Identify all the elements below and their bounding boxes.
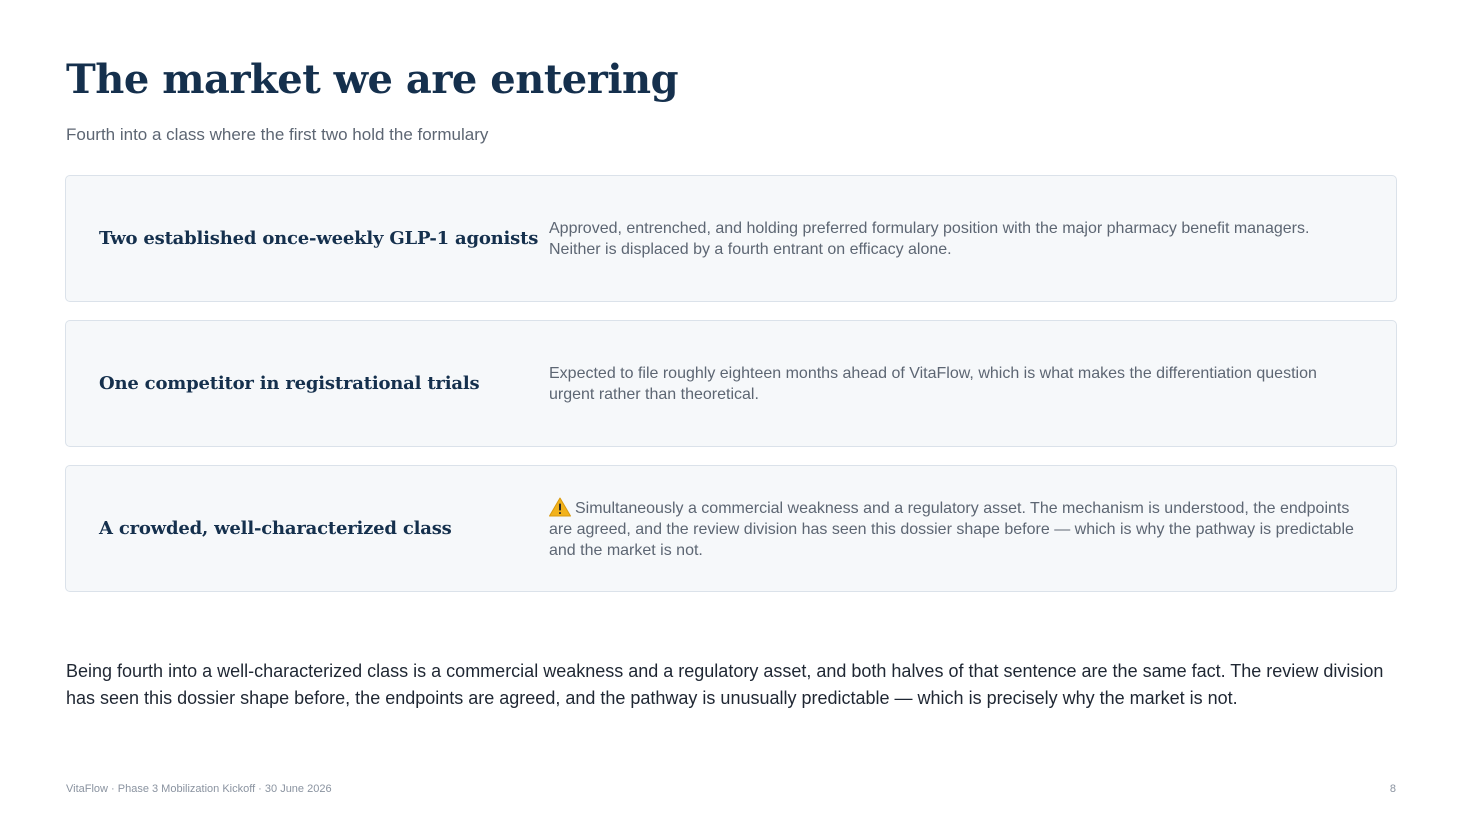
card-established-agonists bbox=[65, 175, 1397, 302]
market-cards bbox=[65, 175, 1397, 610]
footer-text: VitaFlow · Phase 3 Mobilization Kickoff · 30 June 2026 bbox=[66, 783, 332, 795]
card-heading: Two established once-weekly GLP-1 agonists bbox=[99, 228, 539, 249]
card-body: Approved, entrenched, and holding preferred formulary position with the major pharmacy benefit managers. Neither is displaced by a fourth entrant on efficacy alone. bbox=[549, 219, 1310, 258]
page-number: 8 bbox=[1389, 783, 1396, 795]
card-body bbox=[549, 497, 1356, 561]
warning-icon bbox=[549, 497, 571, 516]
card-body: Expected to file roughly eighteen months ahead of VitaFlow, which is what makes the differentiation question urgent rather than theoretical. bbox=[549, 364, 1317, 403]
card-crowded-class bbox=[65, 465, 1397, 592]
card-registrational-competitor bbox=[65, 320, 1397, 447]
card-heading: One competitor in registrational trials bbox=[99, 373, 480, 394]
page-title: The market we are entering bbox=[66, 56, 679, 103]
closing-statement: Being fourth into a well-characterized class is a commercial weakness and a regulatory asset, and both halves of that sentence are the same fact. The review division has seen this dossier shape before, the endpoints are agreed, and the pathway is unusually predictable — which is precisely why the market is not. bbox=[66, 661, 1384, 708]
card-heading: A crowded, well-characterized class bbox=[99, 518, 452, 539]
card-body-text: Simultaneously a commercial weakness and a regulatory asset. The mechanism is understood, the endpoints are agreed, and the review division has seen this dossier shape before — which is why the pathway is predictable and the market is not. bbox=[549, 499, 1354, 559]
page-subtitle: Fourth into a class where the first two hold the formulary bbox=[66, 125, 489, 144]
